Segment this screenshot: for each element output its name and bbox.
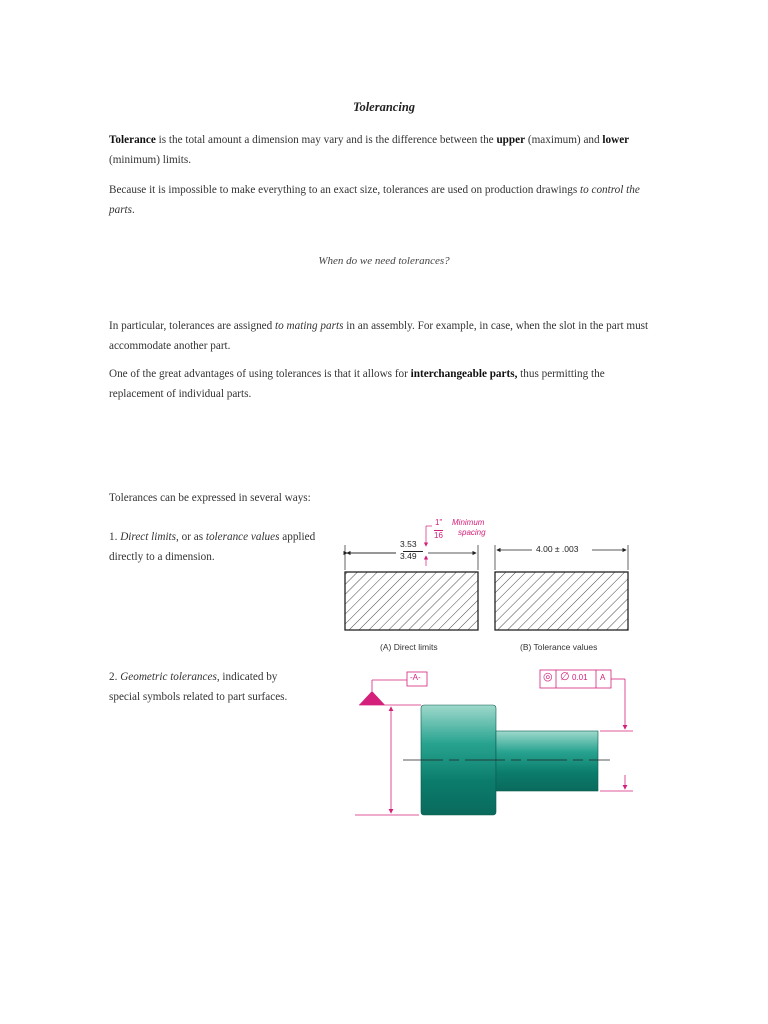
item1-italic-1: Direct limits: [120, 531, 177, 543]
tolerance-value: 4.00 ± .003: [536, 544, 579, 554]
fcf-tolerance-value: 0.01: [572, 673, 588, 682]
small-cylinder: [496, 731, 598, 791]
p3-text-2: in an assembly. For example, in case, when the slot in the part must accommodate another part.: [109, 320, 649, 352]
datum-label: -A-: [410, 673, 421, 682]
p2-text-1: Because it is impossible to make everything to an exact size, tolerances are used on production drawings: [109, 184, 580, 196]
item1-italic-2: tolerance values: [205, 531, 280, 543]
p1-text-2: (maximum) and: [525, 134, 603, 146]
list-item-direct-limits: [109, 527, 324, 567]
list-item-geometric-tolerances: [109, 667, 309, 707]
p4-text-2: thus permitting the replacement of individual parts.: [109, 368, 605, 400]
diameter-icon: ∅: [560, 671, 570, 683]
figure-direct-limits-tolerance-values: [340, 510, 640, 655]
min-spacing-numerator: 1": [435, 518, 443, 527]
figure2-drawing: [355, 665, 640, 820]
fcf-datum-reference: A: [600, 673, 606, 682]
figure-geometric-tolerances: [355, 665, 640, 820]
page-title: Tolerancing: [352, 100, 416, 114]
question-heading: When do we need tolerances?: [318, 255, 450, 267]
item1-text-1: , or as: [176, 531, 206, 543]
figure1-drawing: [340, 510, 640, 655]
p1-text-3: (minimum) limits.: [109, 154, 192, 166]
p3-text-1: In particular, tolerances are assigned: [109, 320, 276, 332]
min-spacing-label-1: Minimum: [452, 518, 485, 527]
p2-italic: to control the parts: [109, 184, 640, 216]
interchangeable-parts-paragraph: [109, 364, 649, 404]
min-spacing-label-2: spacing: [458, 528, 486, 537]
block-a: [345, 572, 478, 630]
upper-limit-value: 3.53: [400, 539, 417, 549]
item2-number: 2.: [109, 671, 121, 683]
p4-text-1: One of the great advantages of using tolerances is that it allows for: [109, 368, 411, 380]
caption-tolerance-values: (B) Tolerance values: [520, 642, 598, 652]
tolerance-definition-paragraph: [109, 130, 649, 170]
p2-text-2: .: [132, 204, 135, 216]
ways-intro-paragraph: Tolerances can be expressed in several ways:: [109, 492, 311, 504]
datum-triangle-icon: [359, 691, 385, 705]
term-tolerance: Tolerance: [109, 134, 156, 146]
tolerance-purpose-paragraph: [109, 180, 649, 220]
item1-number: 1.: [109, 531, 121, 543]
term-upper: upper: [496, 134, 526, 146]
term-lower: lower: [602, 134, 630, 146]
concentricity-icon: ◎: [543, 671, 553, 683]
item2-text: , indicated by special symbols related to part surfaces.: [109, 671, 288, 703]
item1-text-2: applied directly to a dimension.: [109, 531, 316, 563]
item2-italic: Geometric tolerances: [120, 671, 217, 683]
term-interchangeable: interchangeable parts,: [410, 368, 518, 380]
lower-limit-value: 3.49: [400, 551, 417, 561]
block-b: [495, 572, 628, 630]
mating-parts-paragraph: [109, 316, 649, 356]
p3-italic: to mating parts: [275, 320, 344, 332]
caption-direct-limits: (A) Direct limits: [380, 642, 438, 652]
p1-text-1: is the total amount a dimension may vary and is the difference between the: [155, 134, 497, 146]
min-spacing-denominator: 16: [434, 531, 443, 540]
